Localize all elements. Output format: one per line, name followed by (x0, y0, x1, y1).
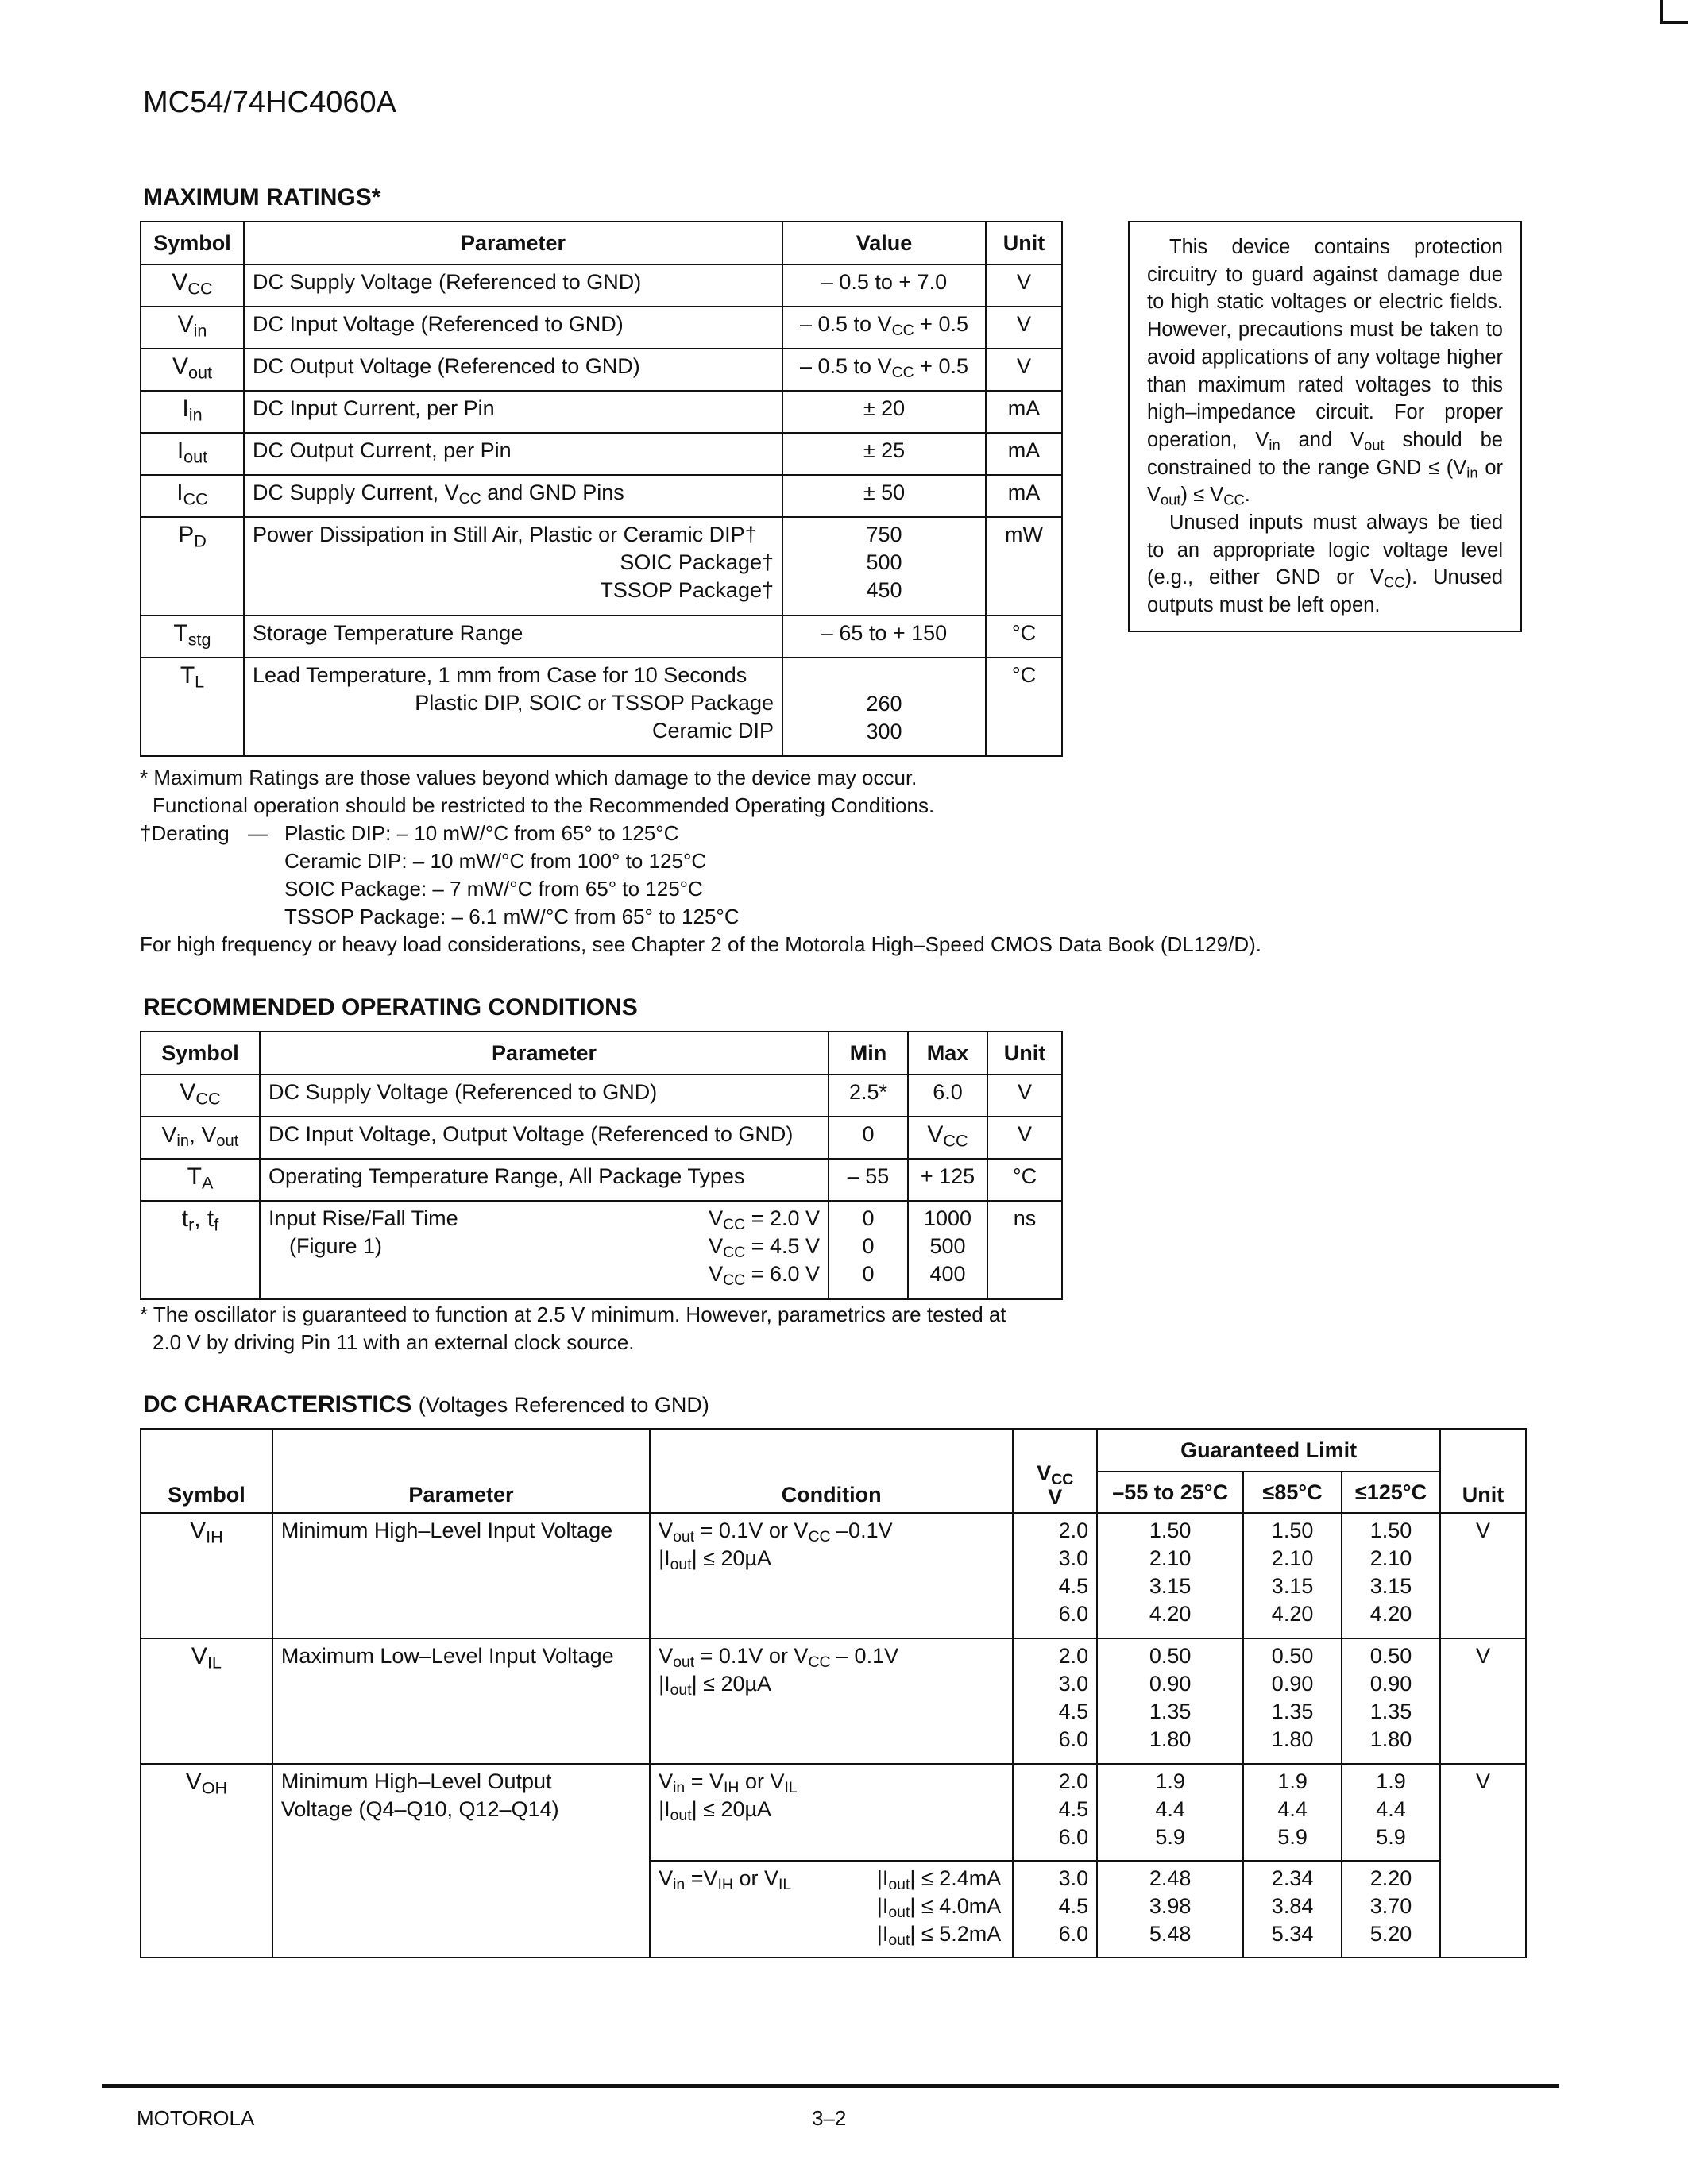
symbol-cell: $V_{IL}$ (141, 1638, 272, 1764)
table-row (141, 433, 1062, 475)
table-header-row (141, 1429, 1526, 1472)
col-header-min: Min (829, 1032, 908, 1075)
symbol-cell: $t_r$, $t_f$ (141, 1201, 260, 1299)
value-cell: – 65 to + 150 (782, 615, 986, 658)
unit-cell: V (1440, 1513, 1526, 1638)
footer-rule (102, 2084, 1559, 2088)
limit-cell-125: 1.50 2.10 3.15 4.20 (1342, 1513, 1440, 1638)
vcc-cell: 2.0 3.0 4.5 6.0 (1013, 1513, 1097, 1638)
parameter-line: TSSOP Package† (600, 578, 774, 602)
derating-line: Ceramic DIP: – 10 mW/°C from 100° to 125°C (284, 849, 707, 873)
rec-op-table (140, 1031, 1063, 1300)
parameter-cell: Storage Temperature Range (244, 615, 782, 658)
max-cell: + 125 (908, 1159, 987, 1201)
min-cell: – 55 (829, 1159, 908, 1201)
table-row (141, 1764, 1526, 1861)
current-limit-list: $|I_{out}| \le 2.4mA$ $|I_{out}| \le 4.0mA$ $|I_{out}| \le 5.2mA$ (876, 1866, 1002, 1949)
derating-block (140, 820, 1411, 931)
parameter-cell: DC Input Voltage (Referenced to GND) (244, 307, 782, 349)
col-header-symbol: Symbol (141, 222, 244, 264)
unit-cell: °C (986, 615, 1062, 658)
parameter-cell: DC Supply Voltage (Referenced to GND) (260, 1075, 829, 1117)
value-cell: – 0.5 to $V_{CC} + 0.5$ (782, 307, 986, 349)
limit-cell-25: 0.50 0.90 1.35 1.80 (1097, 1638, 1243, 1764)
symbol-cell: $V_{in}$, $V_{out}$ (141, 1117, 260, 1159)
symbol-cell: $I_{in}$ (141, 391, 244, 433)
limit-cell-125: 1.9 4.4 5.9 (1342, 1764, 1440, 1861)
value-line: 260 (866, 692, 902, 716)
table-row (141, 658, 1062, 756)
corner-mark (1660, 0, 1688, 24)
symbol-cell: $V_{in}$ (141, 307, 244, 349)
parameter-line: Lead Temperature, 1 mm from Case for 10 Seconds (253, 663, 747, 687)
value-cell (782, 658, 986, 756)
table-row (141, 349, 1062, 391)
limit-cell-25: 1.50 2.10 3.15 4.20 (1097, 1513, 1243, 1638)
max-cell: $V_{CC}$ (908, 1117, 987, 1159)
value-cell: – 0.5 to + 7.0 (782, 264, 986, 307)
col-header-unit: Unit (1440, 1429, 1526, 1513)
col-header-condition: Condition (650, 1429, 1013, 1513)
footnote: For high frequency or heavy load considerations, see Chapter 2 of the Motorola High–Speed CMOS Data Book (DL129/D). (140, 932, 1261, 956)
table-row (141, 1159, 1062, 1201)
col-header-value: Value (782, 222, 986, 264)
rec-op-heading: RECOMMENDED OPERATING CONDITIONS (143, 994, 638, 1021)
limit-cell-85: 1.9 4.4 5.9 (1243, 1764, 1342, 1861)
footer-brand: MOTOROLA (137, 2106, 255, 2130)
derating-label: †Derating (140, 821, 230, 845)
max-cell: 6.0 (908, 1075, 987, 1117)
document-title: MC54/74HC4060A (143, 86, 396, 119)
min-cell: 0 (829, 1117, 908, 1159)
derating-line: Plastic DIP: – 10 mW/°C from 65° to 125°C (284, 821, 679, 845)
parameter-cell (244, 658, 782, 756)
unit-cell: V (987, 1117, 1062, 1159)
protection-note-paragraph: This device contains protection circuitry to guard against damage due to high static voltages or electric fields. However, precautions must be taken to avoid applications of any voltage higher than maximum rated voltages to this high–impedance circuit. For proper operation, $V_{in}$ and $V_{out}$ should be constrained to the range GND ≤ ($V_{in}$ or $V_{out}) \le V_{CC}$. (1147, 236, 1503, 508)
col-header-max: Max (908, 1032, 987, 1075)
condition-cell: $V_{out} = 0.1V$ or $V_{CC} - 0.1V$ $|I_{out}| \le 20\mu A$ (650, 1638, 1013, 1764)
dc-heading: DC CHARACTERISTICS (Voltages Referenced to GND) (143, 1391, 709, 1418)
col-header-vcc: $V_{CC}$ V (1013, 1429, 1097, 1513)
table-row (141, 307, 1062, 349)
table-header-row (141, 222, 1062, 264)
symbol-cell: $T_L$ (141, 658, 244, 756)
unit-cell: °C (986, 658, 1062, 756)
footnote: * The oscillator is guaranteed to function at 2.5 V minimum. However, parametrics are tested at (140, 1302, 1006, 1326)
table-row (141, 615, 1062, 658)
derating-line: TSSOP Package: – 6.1 mW/°C from 65° to 125°C (284, 905, 740, 928)
table-row (141, 475, 1062, 517)
parameter-cell (244, 517, 782, 615)
parameter-cell: Minimum High–Level Input Voltage (272, 1513, 650, 1638)
table-row (141, 1638, 1526, 1764)
col-header-temp-25: –55 to 25°C (1097, 1472, 1243, 1513)
parameter-line: Plastic DIP, SOIC or TSSOP Package (415, 691, 774, 715)
protection-note-box (1128, 221, 1522, 632)
table-row (141, 517, 1062, 615)
parameter-cell: Maximum Low–Level Input Voltage (272, 1638, 650, 1764)
parameter-line: Ceramic DIP (651, 719, 774, 743)
symbol-cell: $I_{CC}$ (141, 475, 244, 517)
vcc-cell: 2.0 4.5 6.0 (1013, 1764, 1097, 1861)
symbol-cell: $I_{out}$ (141, 433, 244, 475)
condition-list (709, 1205, 820, 1288)
unit-cell: V (986, 307, 1062, 349)
parameter-cell: DC Input Current, per Pin (244, 391, 782, 433)
unit-cell: V (1440, 1764, 1526, 1958)
col-header-parameter: Parameter (272, 1429, 650, 1513)
symbol-cell: $T_A$ (141, 1159, 260, 1201)
table-row (141, 391, 1062, 433)
unit-cell: V (1440, 1638, 1526, 1764)
parameter-line: Input Rise/Fall Time (268, 1206, 458, 1230)
condition-cell: $V_{in} = V_{IH}$ or $V_{IL}$ $|I_{out}| \le 20\mu A$ (650, 1764, 1013, 1861)
symbol-cell: $V_{CC}$ (141, 264, 244, 307)
limit-cell-85: 2.34 3.84 5.34 (1243, 1861, 1342, 1958)
condition-line: $V_{CC} = 4.5$ V (709, 1234, 820, 1261)
derating-line: SOIC Package: – 7 mW/°C from 65° to 125°C (284, 877, 703, 901)
condition-line: $V_{CC} = 2.0$ V (709, 1206, 820, 1233)
value-line: 500 (866, 550, 902, 574)
footnote: 2.0 V by driving Pin 11 with an external clock source. (153, 1330, 635, 1354)
col-header-temp-125: ≤125°C (1342, 1472, 1440, 1513)
unit-cell: V (987, 1075, 1062, 1117)
table-row (141, 1201, 1062, 1299)
max-cell: 1000 500 400 (908, 1201, 987, 1299)
parameter-line: SOIC Package† (620, 550, 774, 574)
unit-cell: mA (986, 391, 1062, 433)
parameter-line: Power Dissipation in Still Air, Plastic or Ceramic DIP† (253, 523, 757, 546)
col-header-symbol: Symbol (141, 1032, 260, 1075)
vcc-cell: 2.0 3.0 4.5 6.0 (1013, 1638, 1097, 1764)
footnote: * Maximum Ratings are those values beyond which damage to the device may occur. (140, 766, 917, 789)
unit-cell: mA (986, 475, 1062, 517)
parameter-cell: DC Supply Current, $V_{CC}$ and GND Pins (244, 475, 782, 517)
min-cell: 2.5* (829, 1075, 908, 1117)
table-row (141, 264, 1062, 307)
col-header-unit: Unit (987, 1032, 1062, 1075)
limit-cell-125: 0.50 0.90 1.35 1.80 (1342, 1638, 1440, 1764)
min-cell: 0 0 0 (829, 1201, 908, 1299)
max-ratings-table (140, 221, 1063, 757)
col-header-symbol: Symbol (141, 1429, 272, 1513)
table-row (141, 1075, 1062, 1117)
parameter-cell: Operating Temperature Range, All Package Types (260, 1159, 829, 1201)
unit-cell: V (986, 349, 1062, 391)
parameter-cell: Minimum High–Level Output Voltage (Q4–Q10, Q12–Q14) (272, 1764, 650, 1958)
value-cell: ± 50 (782, 475, 986, 517)
value-cell: ± 25 (782, 433, 986, 475)
parameter-cell (260, 1201, 829, 1299)
unit-cell: V (986, 264, 1062, 307)
max-ratings-heading: MAXIMUM RATINGS* (143, 184, 381, 210)
dc-heading-sub: (Voltages Referenced to GND) (418, 1393, 709, 1417)
limit-cell-85: 0.50 0.90 1.35 1.80 (1243, 1638, 1342, 1764)
dc-characteristics-table (140, 1428, 1527, 1958)
condition-cell: $V_{in} =V_{IH}$ or $V_{IL}$ $|I_{out}| \le 2.4mA$ $|I_{out}| \le 4.0mA$ $|I_{out}| \le 5.2mA$ (650, 1861, 1013, 1958)
table-row (141, 1117, 1062, 1159)
parameter-cell: DC Input Voltage, Output Voltage (Referenced to GND) (260, 1117, 829, 1159)
table-header-row (141, 1032, 1062, 1075)
protection-note-paragraph: Unused inputs must always be tied to an appropriate logic voltage level (e.g., either GND or $V_{CC}$). Unused outputs must be left open. (1147, 511, 1503, 617)
symbol-cell: $T_{stg}$ (141, 615, 244, 658)
condition-line: $V_{CC} = 6.0$ V (709, 1262, 820, 1289)
limit-cell-25: 1.9 4.4 5.9 (1097, 1764, 1243, 1861)
value-line: 300 (866, 720, 902, 743)
value-cell: ± 20 (782, 391, 986, 433)
col-header-parameter: Parameter (244, 222, 782, 264)
value-cell (782, 517, 986, 615)
derating-dash: — (248, 821, 268, 845)
limit-cell-85: 1.50 2.10 3.15 4.20 (1243, 1513, 1342, 1638)
unit-cell: mW (986, 517, 1062, 615)
symbol-cell: $V_{IH}$ (141, 1513, 272, 1638)
condition-cell: $V_{out} = 0.1V$ or $V_{CC}$ –0.1V $|I_{out}| \le 20\mu A$ (650, 1513, 1013, 1638)
unit-cell: mA (986, 433, 1062, 475)
limit-cell-125: 2.20 3.70 5.20 (1342, 1861, 1440, 1958)
max-ratings-notes (140, 764, 1411, 959)
unit-cell: ns (987, 1201, 1062, 1299)
symbol-cell: $V_{CC}$ (141, 1075, 260, 1117)
col-header-parameter: Parameter (260, 1032, 829, 1075)
page-number: 3–2 (812, 2106, 847, 2130)
col-header-guaranteed-limit: Guaranteed Limit (1097, 1429, 1440, 1472)
parameter-cell: DC Output Voltage (Referenced to GND) (244, 349, 782, 391)
value-line: 750 (866, 523, 902, 546)
value-cell: – 0.5 to $V_{CC} + 0.5$ (782, 349, 986, 391)
vcc-cell: 3.0 4.5 6.0 (1013, 1861, 1097, 1958)
symbol-cell: $V_{out}$ (141, 349, 244, 391)
table-row (141, 1513, 1526, 1638)
parameter-cell: DC Output Current, per Pin (244, 433, 782, 475)
parameter-line: (Figure 1) (289, 1234, 383, 1258)
col-header-unit: Unit (986, 222, 1062, 264)
value-line: 450 (866, 578, 902, 602)
symbol-cell: $V_{OH}$ (141, 1764, 272, 1958)
limit-cell-25: 2.48 3.98 5.48 (1097, 1861, 1243, 1958)
rec-op-notes (140, 1301, 1093, 1356)
parameter-cell: DC Supply Voltage (Referenced to GND) (244, 264, 782, 307)
footnote: Functional operation should be restricted to the Recommended Operating Conditions. (153, 793, 935, 817)
unit-cell: °C (987, 1159, 1062, 1201)
symbol-cell: $P_D$ (141, 517, 244, 615)
col-header-temp-85: ≤85°C (1243, 1472, 1342, 1513)
